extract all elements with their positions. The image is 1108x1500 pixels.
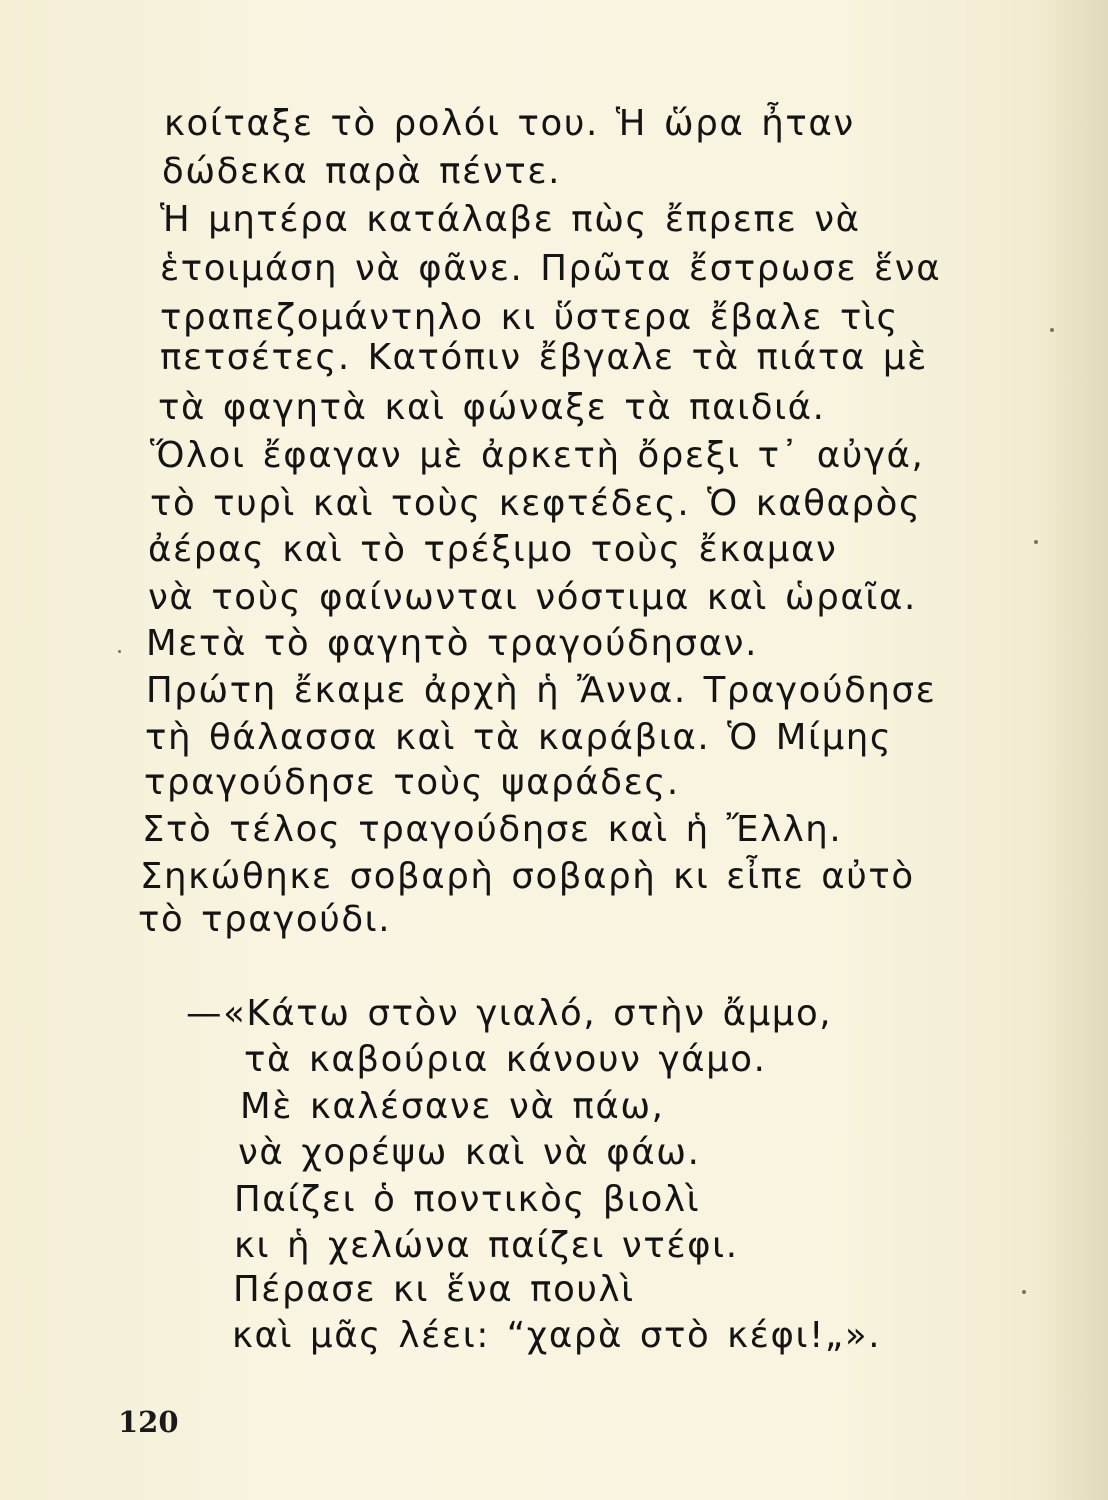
paper-speck [118, 650, 121, 653]
poem-line: Παίζει ὁ ποντικὸς βιολὶ [234, 1179, 701, 1220]
poem-line: καὶ μᾶς λέει: “χαρὰ στὸ κέφι!„». [232, 1315, 882, 1356]
prose-line: Σηκώθηκε σοβαρὴ σοβαρὴ κι εἶπε αὐτὸ [140, 856, 915, 897]
prose-line: ἑτοιμάση νὰ φᾶνε. Πρῶτα ἔστρωσε ἕνα [160, 248, 942, 289]
prose-line: τραπεζομάντηλο κι ὕστερα ἔβαλε τὶς [160, 297, 899, 338]
prose-line: κοίταξε τὸ ρολόι του. Ἡ ὥρα ἦταν [164, 103, 855, 144]
prose-line: Πρώτη ἔκαμε ἀρχὴ ἡ Ἄννα. Τραγούδησε [146, 670, 937, 711]
paper-speck [1050, 328, 1054, 332]
poem-line: τὰ καβούρια κάνουν γάμο. [244, 1039, 767, 1080]
prose-line: τὴ θάλασσα καὶ τὰ καράβια. Ὁ Μίμης [145, 717, 893, 758]
prose-line: νὰ τοὺς φαίνωνται νόστιμα καὶ ὡραῖα. [148, 577, 917, 618]
poem-line: κι ἡ χελώνα παίζει ντέφι. [234, 1225, 739, 1266]
poem-line: νὰ χορέψω καὶ νὰ φάω. [238, 1132, 701, 1173]
prose-line: Μετὰ τὸ φαγητὸ τραγούδησαν. [146, 623, 758, 664]
prose-line: δώδεκα παρὰ πέντε. [162, 151, 561, 192]
poem-line: Μὲ καλέσανε νὰ πάω, [240, 1086, 665, 1127]
prose-line: πετσέτες. Κατόπιν ἔβγαλε τὰ πιάτα μὲ [160, 337, 928, 378]
prose-line: τὸ τραγούδι. [138, 899, 392, 940]
paper-speck [1034, 540, 1038, 544]
prose-line: τραγούδησε τοὺς ψαράδες. [144, 762, 680, 803]
prose-line: Στὸ τέλος τραγούδησε καὶ ἡ Ἔλλη. [142, 809, 843, 850]
poem-line: —«Κάτω στὸν γιαλό, στὴν ἄμμο, [186, 993, 833, 1034]
prose-line: τὸ τυρὶ καὶ τοὺς κεφτέδες. Ὁ καθαρὸς [150, 483, 922, 524]
prose-line: Ἡ μητέρα κατάλαβε πὼς ἔπρεπε νὰ [160, 199, 861, 240]
prose-line: τὰ φαγητὰ καὶ φώναξε τὰ παιδιά. [158, 387, 826, 428]
prose-line: ἀέρας καὶ τὸ τρέξιμο τοὺς ἔκαμαν [148, 529, 838, 570]
poem-line: Πέρασε κι ἕνα πουλὶ [233, 1269, 635, 1310]
page-edge-shadow [1038, 0, 1108, 1500]
paper-speck [1022, 1290, 1026, 1294]
prose-line: Ὅλοι ἔφαγαν μὲ ἀρκετὴ ὄρεξι τ᾿ αὐγά, [150, 435, 925, 476]
page-number: 120 [118, 1405, 179, 1439]
